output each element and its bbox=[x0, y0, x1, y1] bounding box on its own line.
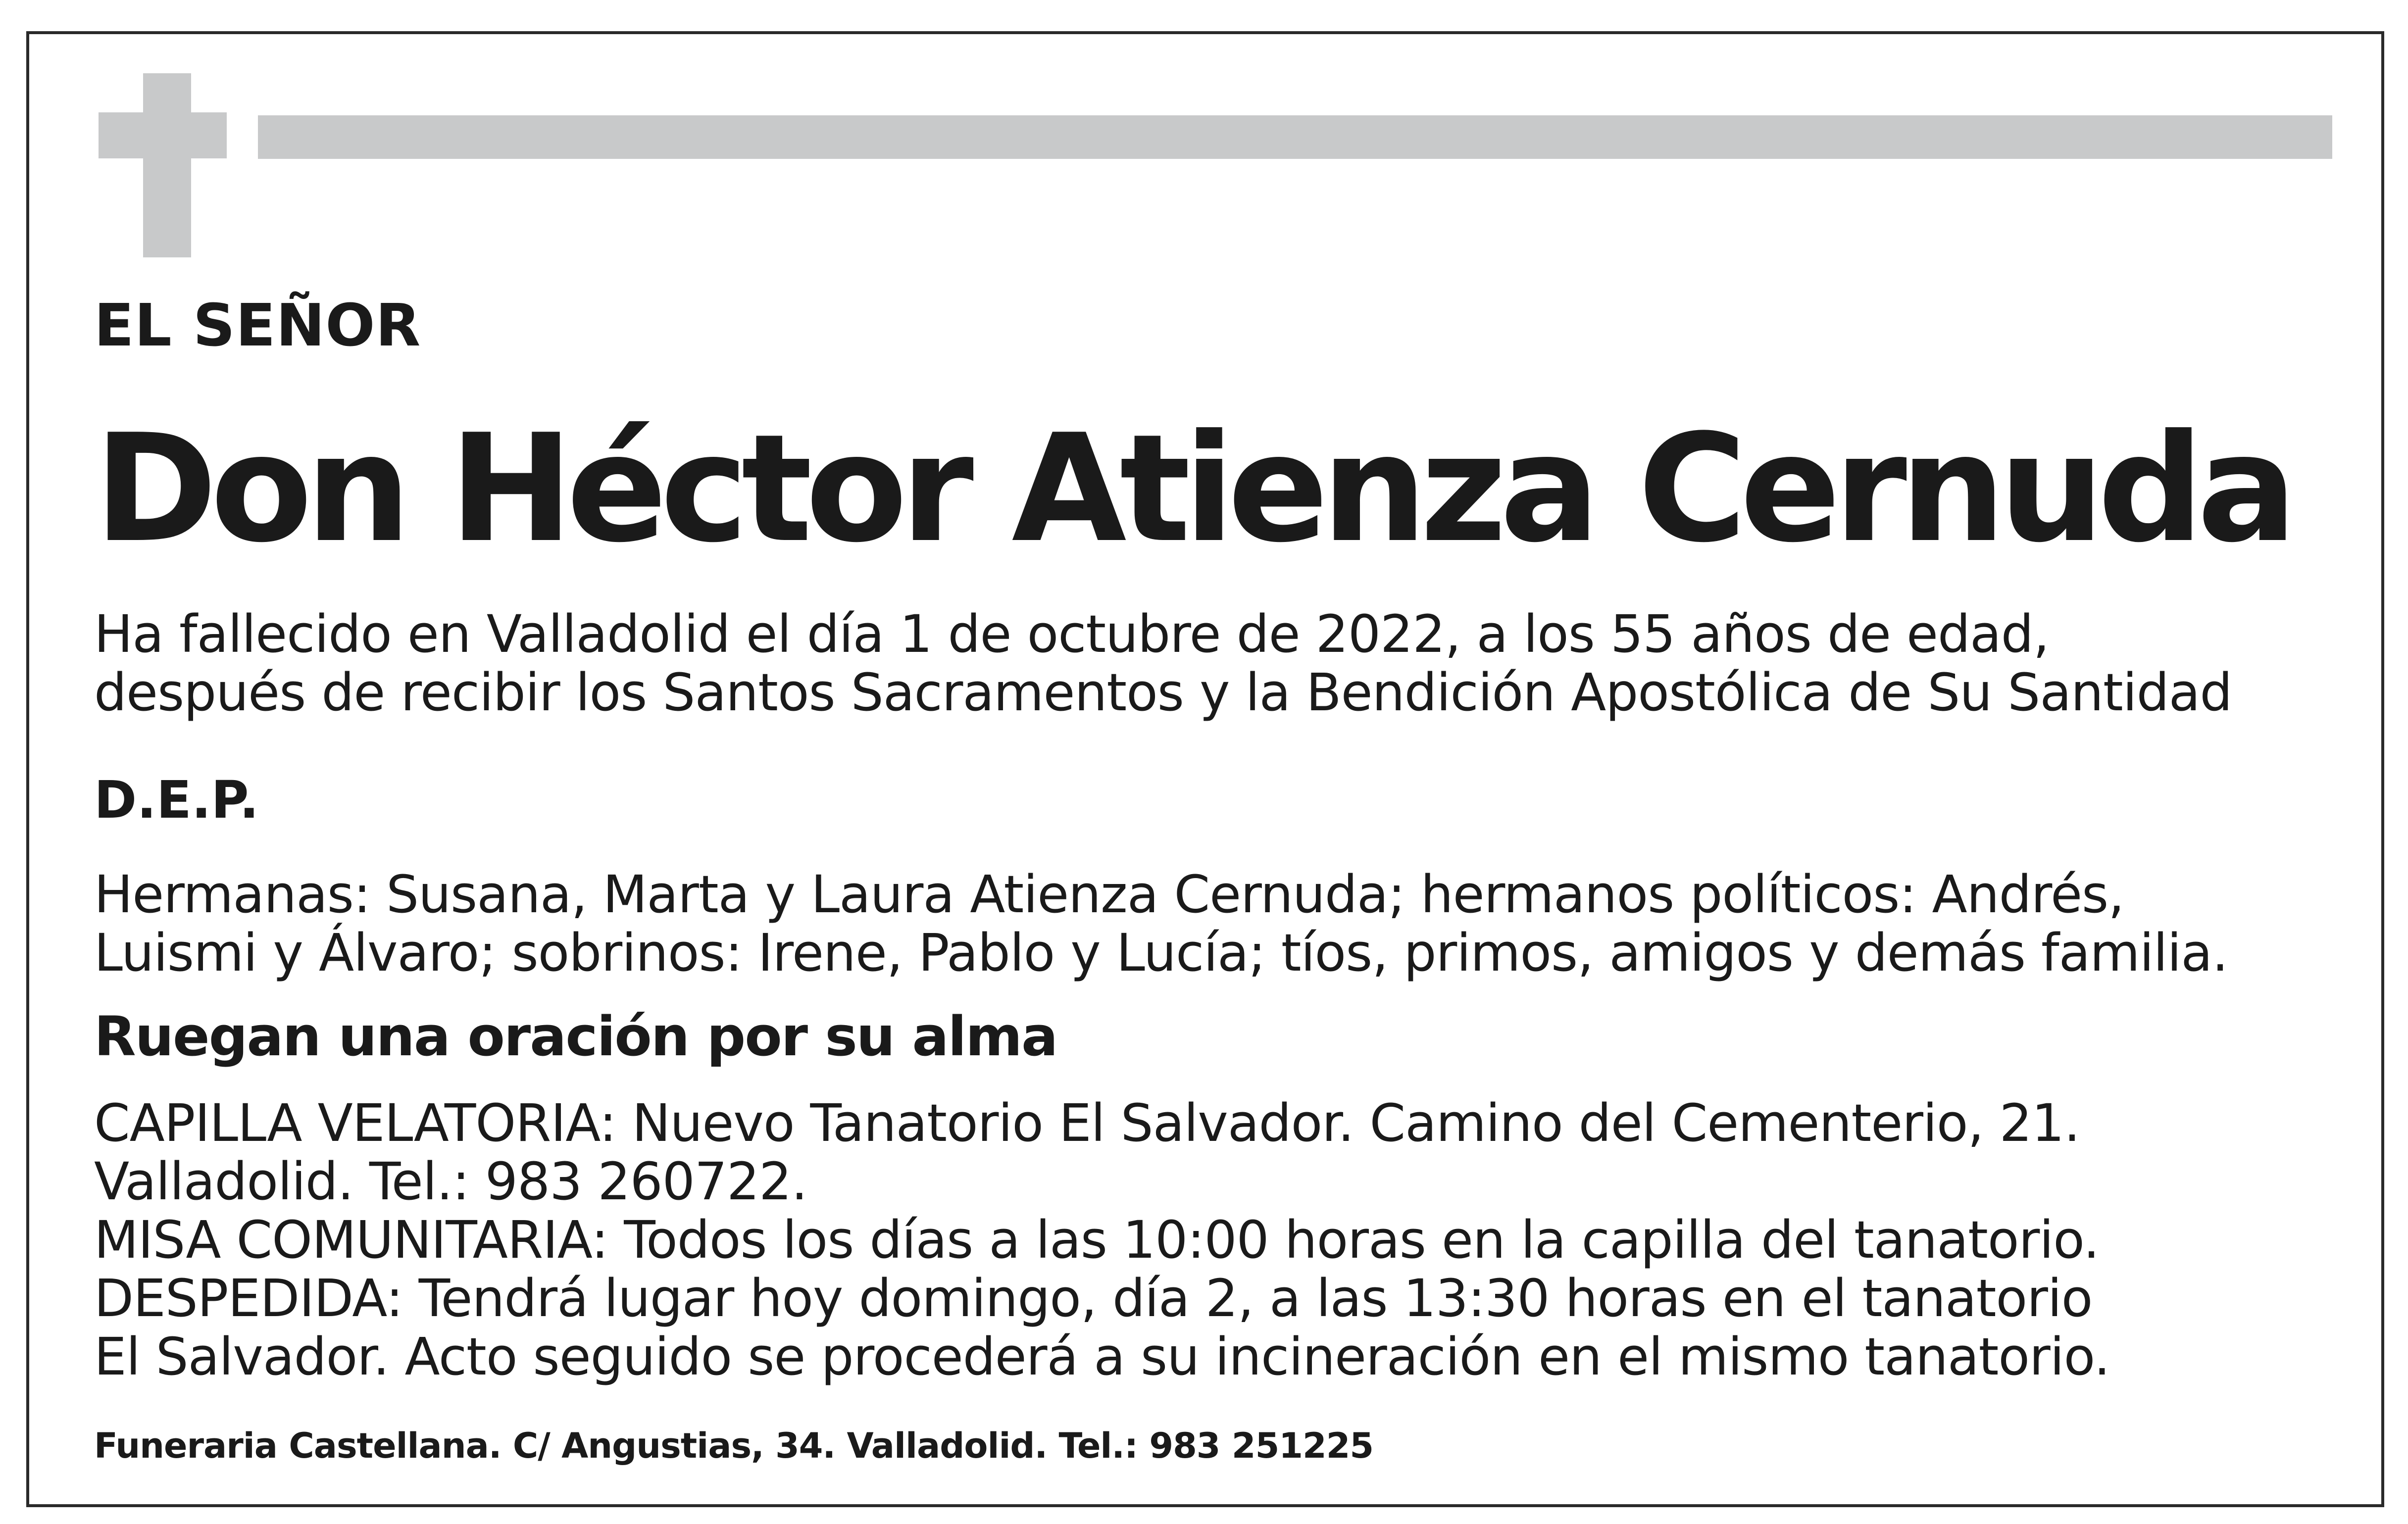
family-paragraph bbox=[94, 865, 2228, 982]
announcement-paragraph bbox=[94, 605, 2232, 722]
deceased-name: Don Héctor Atienza Cernuda bbox=[94, 402, 2291, 575]
prayer-request: Ruegan una oración por su alma bbox=[94, 1005, 1057, 1068]
family-line: Hermanas: Susana, Marta y Laura Atienza Cernuda; hermanos políticos: Andrés, bbox=[94, 864, 2124, 925]
notice-heading: EL SEÑOR bbox=[94, 291, 421, 359]
arrangements-line: MISA COMUNITARIA: Todos los días a las 10:00 horas en la capilla del tanatorio. bbox=[94, 1210, 2100, 1270]
arrangements-paragraph bbox=[94, 1094, 2110, 1386]
funeral-home-footer: Funeraria Castellana. C/ Angustias, 34. Valladolid. Tel.: 983 251225 bbox=[94, 1426, 1374, 1466]
cross-horizontal-bar bbox=[99, 112, 227, 158]
family-line: Luismi y Álvaro; sobrinos: Irene, Pablo y Lucía; tíos, primos, amigos y demás familia. bbox=[94, 923, 2228, 983]
header-rule bbox=[258, 115, 2332, 159]
arrangements-line: Valladolid. Tel.: 983 260722. bbox=[94, 1151, 807, 1212]
arrangements-line: DESPEDIDA: Tendrá lugar hoy domingo, día 2, a las 13:30 horas en el tanatorio bbox=[94, 1268, 2093, 1328]
arrangements-line: CAPILLA VELATORIA: Nuevo Tanatorio El Salvador. Camino del Cementerio, 21. bbox=[94, 1093, 2080, 1153]
arrangements-line: El Salvador. Acto seguido se procederá a su incineración en el mismo tanatorio. bbox=[94, 1327, 2110, 1387]
dep-label: D.E.P. bbox=[94, 770, 259, 830]
cross-vertical-bar bbox=[143, 73, 191, 257]
announcement-line: después de recibir los Santos Sacramentos y la Bendición Apostólica de Su Santidad bbox=[94, 662, 2232, 723]
announcement-line: Ha fallecido en Valladolid el día 1 de octubre de 2022, a los 55 años de edad, bbox=[94, 604, 2049, 664]
